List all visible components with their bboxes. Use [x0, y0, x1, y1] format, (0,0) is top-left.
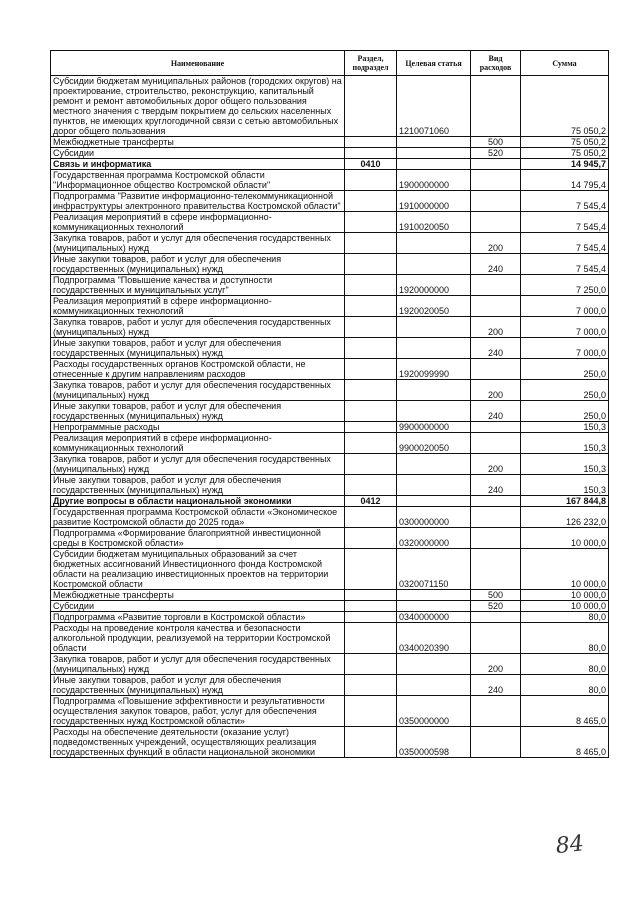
row-expense-type-cell [471, 170, 521, 191]
row-target-article-cell: 9900000000 [397, 422, 471, 433]
row-sum-cell: 80,0 [521, 623, 609, 654]
row-target-article-cell: 1910000000 [397, 191, 471, 212]
row-sum-cell: 167 844,8 [521, 496, 609, 507]
row-name-cell: Государственная программа Костромской области "Информационное общество Костромской области" [51, 170, 345, 191]
row-expense-type-cell: 240 [471, 401, 521, 422]
table-row [51, 454, 609, 475]
row-name-cell: Субсидии [51, 148, 345, 159]
row-target-article-cell [397, 675, 471, 696]
row-sum-cell: 75 050,2 [521, 76, 609, 137]
row-expense-type-cell [471, 433, 521, 454]
table-row [51, 148, 609, 159]
row-name-cell: Государственная программа Костромской области «Экономическое развитие Костромской области до 2025 года» [51, 507, 345, 528]
table-row [51, 422, 609, 433]
table-row [51, 275, 609, 296]
row-name-cell: Расходы на обеспечение деятельности (оказание услуг) подведомственных учреждений, осуществляющих реализация государственных функций в области национальной экономики [51, 727, 345, 758]
table-row [51, 475, 609, 496]
table-row [51, 254, 609, 275]
row-section-cell [345, 528, 397, 549]
row-name-cell: Субсидии [51, 601, 345, 612]
row-section-cell [345, 191, 397, 212]
row-name-cell: Подпрограмма «Формирование благоприятной инвестиционной среды в Костромской области» [51, 528, 345, 549]
row-sum-cell: 150,3 [521, 422, 609, 433]
row-name-cell: Закупка товаров, работ и услуг для обеспечения государственных (муниципальных) нужд [51, 317, 345, 338]
row-expense-type-cell [471, 549, 521, 590]
row-target-article-cell [397, 454, 471, 475]
row-sum-cell: 80,0 [521, 612, 609, 623]
row-name-cell: Реализация мероприятий в сфере информационно-коммуникационных технологий [51, 212, 345, 233]
row-target-article-cell [397, 590, 471, 601]
row-name-cell: Другие вопросы в области национальной экономики [51, 496, 345, 507]
row-sum-cell: 10 000,0 [521, 549, 609, 590]
row-name-cell: Подпрограмма «Развитие торговли в Костромской области» [51, 612, 345, 623]
row-section-cell: 0410 [345, 159, 397, 170]
row-section-cell [345, 338, 397, 359]
row-sum-cell: 7 000,0 [521, 296, 609, 317]
row-expense-type-cell [471, 528, 521, 549]
row-name-cell: Закупка товаров, работ и услуг для обеспечения государственных (муниципальных) нужд [51, 380, 345, 401]
table-row [51, 159, 609, 170]
row-section-cell [345, 296, 397, 317]
row-sum-cell: 7 545,4 [521, 233, 609, 254]
row-section-cell [345, 317, 397, 338]
table-row [51, 549, 609, 590]
row-sum-cell: 8 465,0 [521, 727, 609, 758]
row-expense-type-cell: 200 [471, 654, 521, 675]
row-sum-cell: 14 795,4 [521, 170, 609, 191]
row-name-cell: Закупка товаров, работ и услуг для обеспечения государственных (муниципальных) нужд [51, 454, 345, 475]
table-row [51, 137, 609, 148]
row-sum-cell: 75 050,2 [521, 137, 609, 148]
row-sum-cell: 250,0 [521, 380, 609, 401]
row-name-cell: Реализация мероприятий в сфере информационно-коммуникационных технологий [51, 296, 345, 317]
row-expense-type-cell [471, 623, 521, 654]
table-row [51, 601, 609, 612]
row-section-cell [345, 359, 397, 380]
row-expense-type-cell: 240 [471, 254, 521, 275]
row-sum-cell: 7 545,4 [521, 212, 609, 233]
row-section-cell [345, 76, 397, 137]
row-target-article-cell: 0340020390 [397, 623, 471, 654]
row-section-cell [345, 454, 397, 475]
header-sum: Сумма [521, 51, 609, 76]
row-name-cell: Иные закупки товаров, работ и услуг для обеспечения государственных (муниципальных) нужд [51, 401, 345, 422]
row-expense-type-cell: 500 [471, 137, 521, 148]
row-section-cell [345, 623, 397, 654]
row-target-article-cell: 1920000000 [397, 275, 471, 296]
row-target-article-cell: 0340000000 [397, 612, 471, 623]
row-target-article-cell [397, 233, 471, 254]
row-expense-type-cell: 200 [471, 317, 521, 338]
row-section-cell [345, 696, 397, 727]
row-target-article-cell: 1920020050 [397, 296, 471, 317]
row-name-cell: Закупка товаров, работ и услуг для обеспечения государственных (муниципальных) нужд [51, 654, 345, 675]
row-sum-cell: 150,3 [521, 454, 609, 475]
row-sum-cell: 126 232,0 [521, 507, 609, 528]
row-name-cell: Непрограммные расходы [51, 422, 345, 433]
row-section-cell [345, 137, 397, 148]
row-name-cell: Реализация мероприятий в сфере информационно-коммуникационных технологий [51, 433, 345, 454]
row-target-article-cell: 1900000000 [397, 170, 471, 191]
table-row [51, 496, 609, 507]
table-row [51, 623, 609, 654]
row-section-cell [345, 422, 397, 433]
row-section-cell [345, 148, 397, 159]
row-sum-cell: 80,0 [521, 654, 609, 675]
row-name-cell: Иные закупки товаров, работ и услуг для обеспечения государственных (муниципальных) нужд [51, 475, 345, 496]
table-row [51, 675, 609, 696]
row-target-article-cell [397, 380, 471, 401]
row-expense-type-cell: 240 [471, 338, 521, 359]
row-section-cell [345, 507, 397, 528]
table-row [51, 296, 609, 317]
row-section-cell [345, 549, 397, 590]
table-row [51, 528, 609, 549]
table-header-row [51, 51, 609, 76]
row-target-article-cell: 0350000000 [397, 696, 471, 727]
row-expense-type-cell [471, 296, 521, 317]
table-row [51, 233, 609, 254]
row-sum-cell: 250,0 [521, 359, 609, 380]
row-target-article-cell [397, 654, 471, 675]
table-row [51, 433, 609, 454]
row-section-cell [345, 212, 397, 233]
row-name-cell: Расходы государственных органов Костромской области, не отнесенные к другим направлениям расходов [51, 359, 345, 380]
row-target-article-cell: 0320000000 [397, 528, 471, 549]
row-section-cell [345, 590, 397, 601]
table-row [51, 359, 609, 380]
row-target-article-cell [397, 159, 471, 170]
row-sum-cell: 10 000,0 [521, 590, 609, 601]
row-name-cell: Подпрограмма "Повышение качества и доступности государственных и муниципальных услуг" [51, 275, 345, 296]
row-target-article-cell: 1910020050 [397, 212, 471, 233]
row-section-cell [345, 380, 397, 401]
row-target-article-cell: 9900020050 [397, 433, 471, 454]
header-name: Наименование [51, 51, 345, 76]
handwritten-page-number: 84 [554, 831, 586, 860]
table-row [51, 380, 609, 401]
table-body [51, 76, 609, 758]
header-target-article: Целевая статья [397, 51, 471, 76]
row-expense-type-cell [471, 359, 521, 380]
table-row [51, 401, 609, 422]
row-section-cell [345, 601, 397, 612]
row-expense-type-cell [471, 159, 521, 170]
row-target-article-cell [397, 254, 471, 275]
row-target-article-cell: 1920099990 [397, 359, 471, 380]
row-target-article-cell [397, 148, 471, 159]
row-sum-cell: 10 000,0 [521, 601, 609, 612]
row-expense-type-cell [471, 422, 521, 433]
row-target-article-cell [397, 317, 471, 338]
table-row [51, 76, 609, 137]
row-expense-type-cell [471, 496, 521, 507]
row-name-cell: Иные закупки товаров, работ и услуг для обеспечения государственных (муниципальных) нужд [51, 254, 345, 275]
row-name-cell: Субсидии бюджетам муниципальных образований за счет бюджетных ассигнований Инвестиционного фонда Костромской области на реализацию инвестиционных проектов на территории Костромской области [51, 549, 345, 590]
table-row [51, 654, 609, 675]
row-section-cell [345, 170, 397, 191]
row-sum-cell: 7 545,4 [521, 191, 609, 212]
row-sum-cell: 10 000,0 [521, 528, 609, 549]
row-expense-type-cell: 240 [471, 675, 521, 696]
table-row [51, 507, 609, 528]
row-expense-type-cell: 200 [471, 233, 521, 254]
row-section-cell [345, 254, 397, 275]
row-section-cell [345, 654, 397, 675]
row-name-cell: Межбюджетные трансферты [51, 590, 345, 601]
row-section-cell [345, 233, 397, 254]
row-target-article-cell [397, 475, 471, 496]
row-section-cell [345, 275, 397, 296]
row-expense-type-cell [471, 76, 521, 137]
table-row [51, 212, 609, 233]
row-expense-type-cell [471, 727, 521, 758]
row-name-cell: Подпрограмма «Повышение эффективности и результативности осуществления закупок товаров, работ, услуг для обеспечения государственных нужд Костромской области» [51, 696, 345, 727]
row-expense-type-cell [471, 275, 521, 296]
row-target-article-cell [397, 338, 471, 359]
row-name-cell: Закупка товаров, работ и услуг для обеспечения государственных (муниципальных) нужд [51, 233, 345, 254]
row-section-cell [345, 727, 397, 758]
row-name-cell: Межбюджетные трансферты [51, 137, 345, 148]
row-section-cell [345, 475, 397, 496]
table-row [51, 191, 609, 212]
table-row [51, 338, 609, 359]
row-sum-cell: 7 000,0 [521, 338, 609, 359]
row-expense-type-cell: 200 [471, 380, 521, 401]
row-expense-type-cell [471, 696, 521, 727]
row-expense-type-cell [471, 212, 521, 233]
row-sum-cell: 250,0 [521, 401, 609, 422]
row-sum-cell: 75 050,2 [521, 148, 609, 159]
row-sum-cell: 8 465,0 [521, 696, 609, 727]
row-section-cell [345, 433, 397, 454]
row-sum-cell: 80,0 [521, 675, 609, 696]
row-expense-type-cell: 520 [471, 601, 521, 612]
budget-table [50, 50, 609, 758]
row-expense-type-cell [471, 191, 521, 212]
row-expense-type-cell [471, 612, 521, 623]
row-expense-type-cell: 240 [471, 475, 521, 496]
row-section-cell [345, 675, 397, 696]
row-section-cell [345, 612, 397, 623]
row-expense-type-cell: 520 [471, 148, 521, 159]
row-name-cell: Иные закупки товаров, работ и услуг для обеспечения государственных (муниципальных) нужд [51, 675, 345, 696]
table-row [51, 727, 609, 758]
row-name-cell: Субсидии бюджетам муниципальных районов (городских округов) на проектирование, строительство, реконструкцию, капитальный ремонт и ремонт автомобильных дорог общего пользования местного значения с твердым покрытием до сельских населенных пунктов, не имеющих круглогодичной связи с сетью автомобильных дорог общего пользования [51, 76, 345, 137]
row-sum-cell: 14 945,7 [521, 159, 609, 170]
table-row [51, 612, 609, 623]
header-section: Раздел, подраздел [345, 51, 397, 76]
row-target-article-cell [397, 401, 471, 422]
row-sum-cell: 7 545,4 [521, 254, 609, 275]
row-expense-type-cell [471, 507, 521, 528]
table-row [51, 170, 609, 191]
row-section-cell [345, 401, 397, 422]
table-row [51, 317, 609, 338]
row-sum-cell: 7 250,0 [521, 275, 609, 296]
header-expense-type: Вид расходов [471, 51, 521, 76]
row-target-article-cell [397, 137, 471, 148]
row-sum-cell: 150,3 [521, 433, 609, 454]
row-target-article-cell [397, 496, 471, 507]
row-expense-type-cell: 500 [471, 590, 521, 601]
row-name-cell: Иные закупки товаров, работ и услуг для обеспечения государственных (муниципальных) нужд [51, 338, 345, 359]
row-section-cell: 0412 [345, 496, 397, 507]
row-target-article-cell: 0300000000 [397, 507, 471, 528]
row-sum-cell: 150,3 [521, 475, 609, 496]
row-name-cell: Расходы на проведение контроля качества и безопасности алкогольной продукции, реализуемой на территории Костромской области [51, 623, 345, 654]
row-target-article-cell [397, 601, 471, 612]
row-target-article-cell: 1210071060 [397, 76, 471, 137]
row-expense-type-cell: 200 [471, 454, 521, 475]
row-target-article-cell: 0350000598 [397, 727, 471, 758]
row-sum-cell: 7 000,0 [521, 317, 609, 338]
table-row [51, 590, 609, 601]
row-target-article-cell: 0320071150 [397, 549, 471, 590]
row-name-cell: Подпрограмма "Развитие информационно-телекоммуникационной инфраструктуры электронного правительства Костромской области" [51, 191, 345, 212]
row-name-cell: Связь и информатика [51, 159, 345, 170]
table-row [51, 696, 609, 727]
